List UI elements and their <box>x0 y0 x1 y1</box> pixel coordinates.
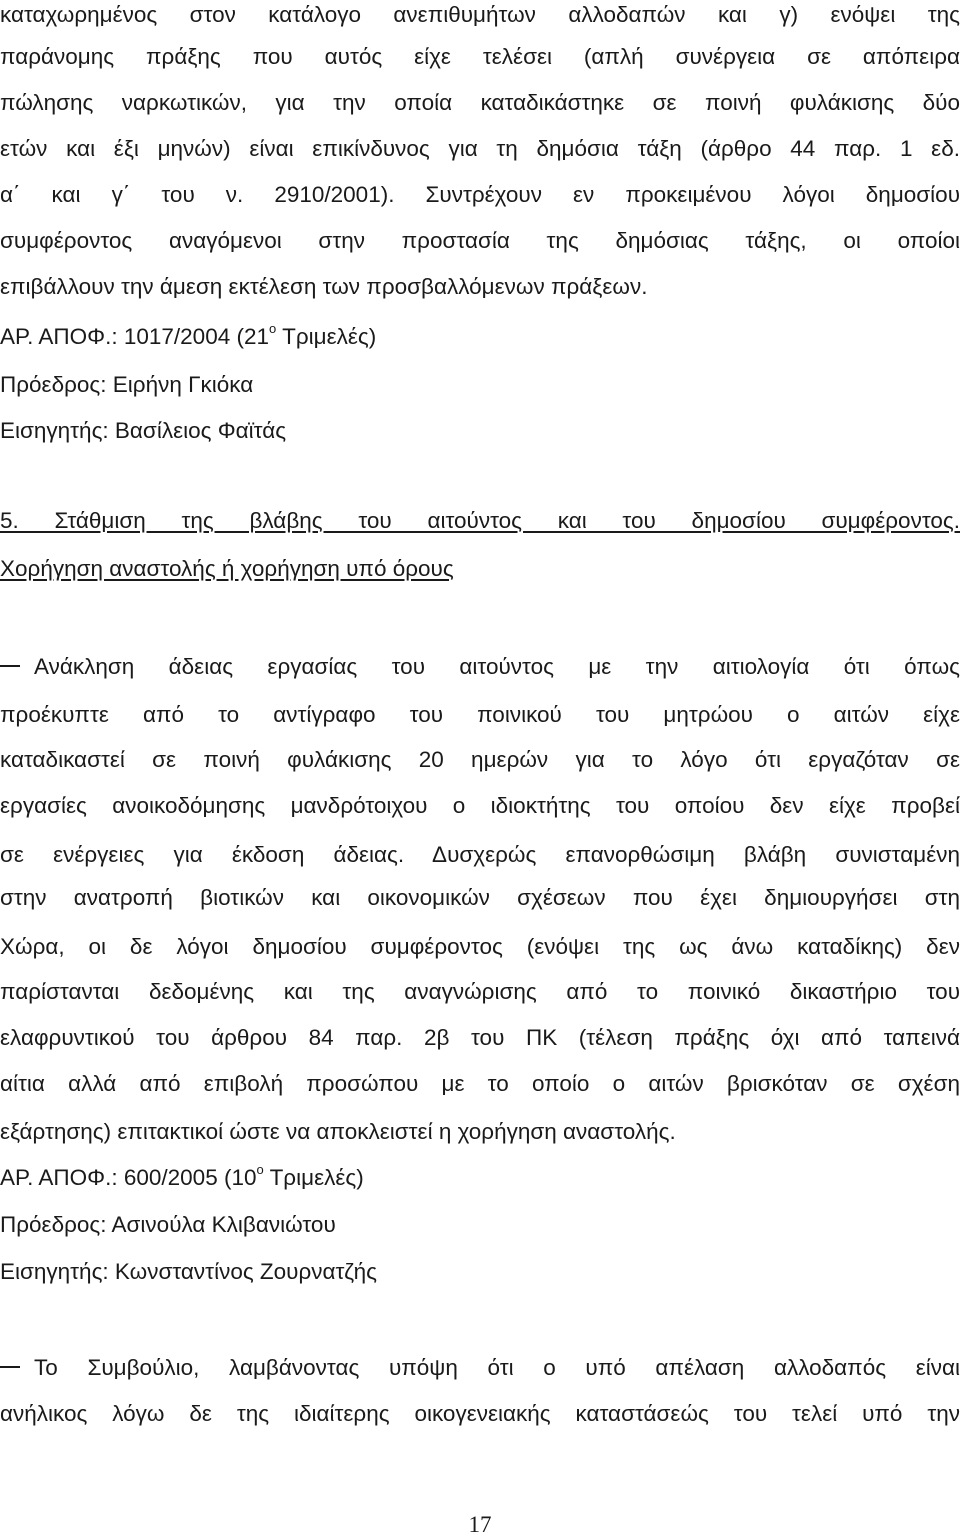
dash-bullet <box>0 665 20 667</box>
decision-rapporteur: Εισηγητής: Βασίλειος Φαϊτάς <box>0 418 287 443</box>
decision-reference <box>0 322 960 352</box>
paragraph-line: Το Συμβούλιο, λαμβάνοντας υπόψη ότι ο υπό απέλαση αλλοδαπός είναι <box>0 1353 960 1383</box>
page-number: 17 <box>468 1512 492 1537</box>
dash-bullet <box>0 1366 20 1368</box>
paragraph-line: συμφέροντος αναγόμενοι στην προστασία της δημόσιας τάξης, οι οποίοι <box>0 228 960 253</box>
decision-number: ΑΡ. ΑΠΟΦ.: 600/2005 (10 <box>0 1165 257 1190</box>
paragraph-line: στην ανατροπή βιοτικών και οικονομικών σχέσεων που έχει δημιουργήσει στη <box>0 885 960 910</box>
paragraph-line: εξάρτησης) επιτακτικοί ώστε να αποκλειστεί η χορήγηση αναστολής. <box>0 1119 676 1144</box>
decision-number: ΑΡ. ΑΠΟΦ.: 1017/2004 (21 <box>0 324 269 349</box>
paragraph-line: ετών και έξι μηνών) είναι επικίνδυνος για τη δημόσια τάξη (άρθρο 44 παρ. 1 εδ. <box>0 136 960 161</box>
paragraph-line: α΄ και γ΄ του ν. 2910/2001). Συντρέχουν εν προκειμένου λόγοι δημοσίου <box>0 182 960 207</box>
decision-president: Πρόεδρος: Ασινούλα Κλιβανιώτου <box>0 1212 336 1237</box>
decision-reference <box>0 1163 960 1193</box>
ordinal-superscript: ο <box>269 321 277 336</box>
paragraph-line: Χώρα, οι δε λόγοι δημοσίου συμφέροντος (ενόψει της ως άνω καταδίκης) δεν <box>0 934 960 959</box>
section-heading: 5. Στάθμιση της βλάβης του αιτούντος και του δημοσίου συμφέροντος. <box>0 508 960 533</box>
paragraph-line: εργασίες ανοικοδόμησης μανδρότοιχου ο ιδιοκτήτης του οποίου δεν είχε προβεί <box>0 793 960 818</box>
paragraph-line: πώλησης ναρκωτικών, για την οποία καταδικάστηκε σε ποινή φυλάκισης δύο <box>0 90 960 115</box>
paragraph-line: καταδικαστεί σε ποινή φυλάκισης 20 ημερών για το λόγο ότι εργαζόταν σε <box>0 747 960 772</box>
paragraph-line: καταχωρημένος στον κατάλογο ανεπιθυμήτων αλλοδαπών και γ) ενόψει της <box>0 2 960 27</box>
decision-rapporteur: Εισηγητής: Κωνσταντίνος Ζουρνατζής <box>0 1259 377 1284</box>
paragraph-line: προέκυπτε από το αντίγραφο του ποινικού του μητρώου ο αιτών είχε <box>0 702 960 727</box>
decision-president: Πρόεδρος: Ειρήνη Γκιόκα <box>0 372 254 397</box>
paragraph-line: ελαφρυντικού του άρθρου 84 παρ. 2β του ΠΚ (τέλεση πράξης όχι από ταπεινά <box>0 1025 960 1050</box>
paragraph-line: Ανάκληση άδειας εργασίας του αιτούντος με την αιτιολογία ότι όπως <box>0 652 960 682</box>
paragraph-line: παρίστανται δεδομένης και της αναγνώρισης από το ποινικό δικαστήριο του <box>0 979 960 1004</box>
chamber: Τριμελές) <box>276 324 377 349</box>
section-subheading: Χορήγηση αναστολής ή χορήγηση υπό όρους <box>0 556 454 581</box>
ordinal-superscript: ο <box>256 1162 264 1177</box>
paragraph-line: παράνομης πράξης που αυτός είχε τελέσει (απλή συνέργεια σε απόπειρα <box>0 44 960 69</box>
paragraph-line: επιβάλλουν την άμεση εκτέλεση των προσβαλλόμενων πράξεων. <box>0 274 648 299</box>
paragraph-line: αίτια αλλά από επιβολή προσώπου με το οποίο ο αιτών βρισκόταν σε σχέση <box>0 1071 960 1096</box>
chamber: Τριμελές) <box>263 1165 364 1190</box>
paragraph-line: σε ενέργειες για έκδοση άδειας. Δυσχερώς επανορθώσιμη βλάβη συνισταμένη <box>0 842 960 867</box>
paragraph-line: ανήλικος λόγω δε της ιδιαίτερης οικογενειακής καταστάσεώς του τελεί υπό την <box>0 1401 960 1426</box>
